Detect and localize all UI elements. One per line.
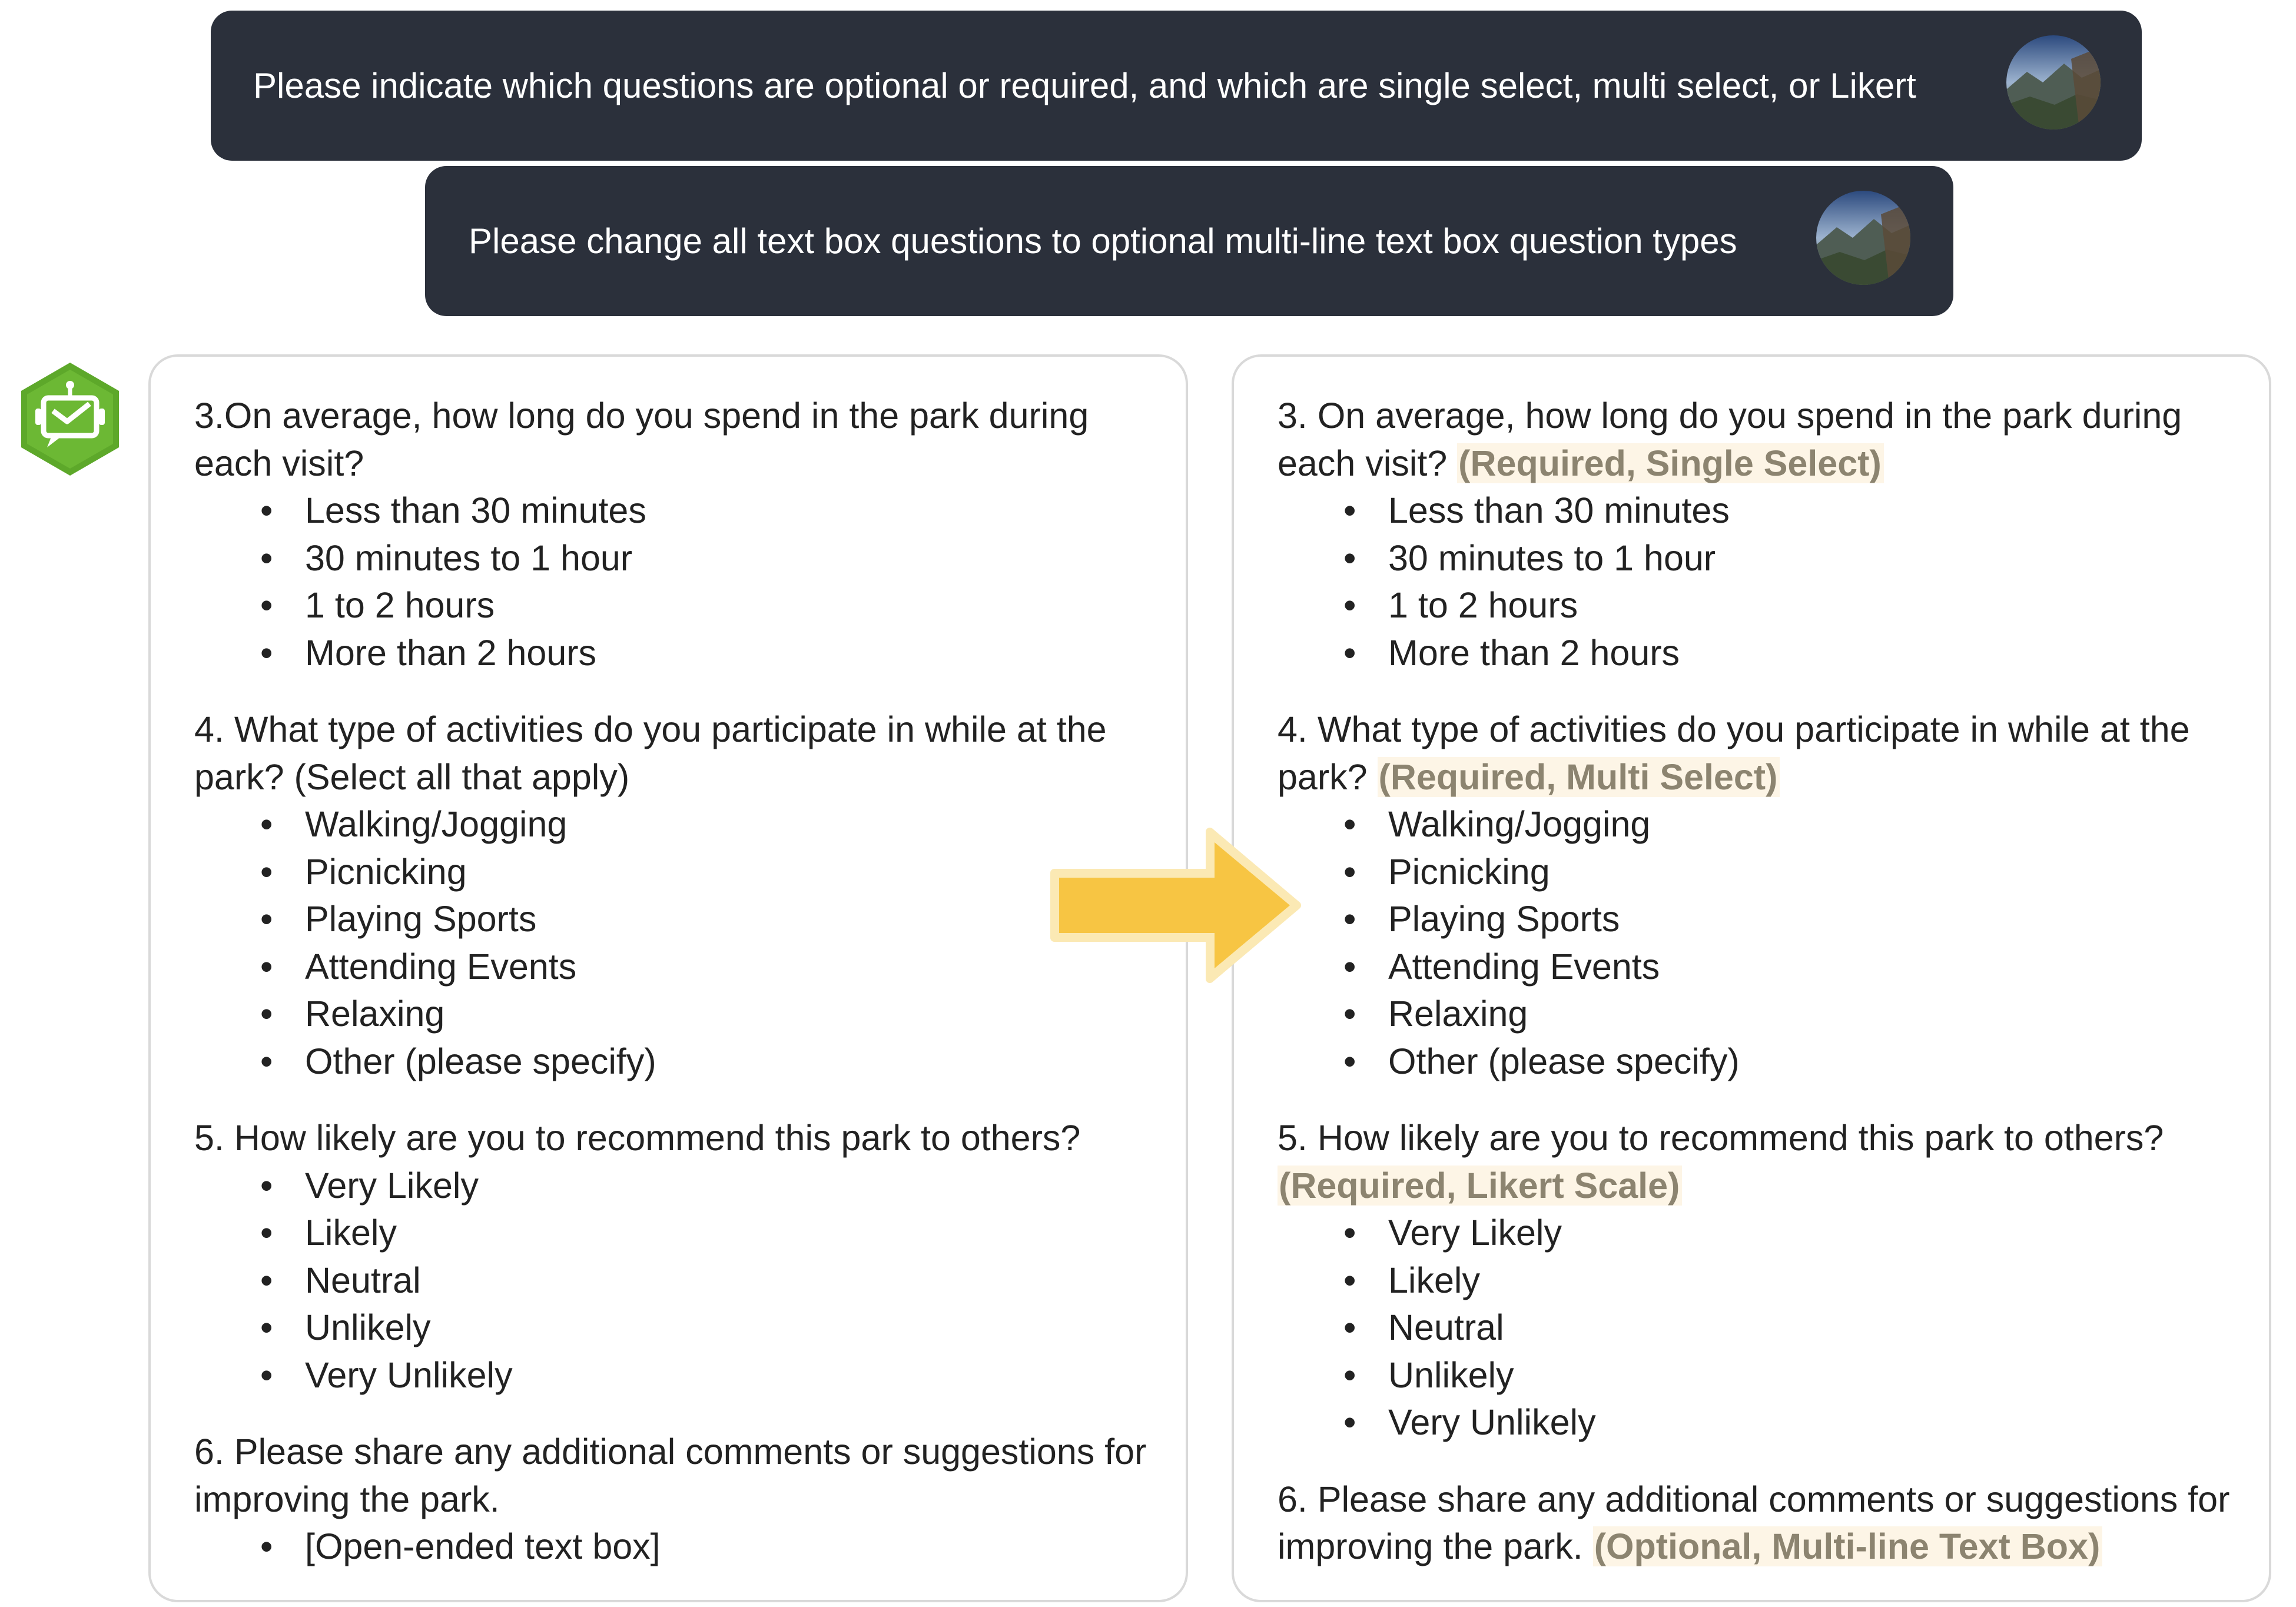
question-type-tag: (Required, Single Select): [1457, 443, 1884, 483]
annotated-survey-panel: [1232, 354, 2271, 1602]
option-item: • Less than 30 minutes: [194, 487, 1150, 534]
question-4: [194, 706, 1150, 1085]
question-3: [1278, 392, 2234, 676]
option-item: • [Open-ended text box]: [194, 1523, 1150, 1571]
bot-chat-icon: [18, 360, 122, 478]
question-text-body: 6. Please share any additional comments or suggestions for improving the park.: [1278, 1479, 2230, 1566]
question-text: [1278, 706, 2234, 801]
question-6: [1278, 1476, 2234, 1571]
option-item: • Other (please specify): [1278, 1038, 2234, 1085]
user-message-text: Please change all text box questions to optional multi-line text box question types: [469, 221, 1737, 261]
question-6: [194, 1428, 1150, 1571]
question-text: 3.On average, how long do you spend in the park during each visit?: [194, 396, 1089, 483]
option-item: • Attending Events: [1278, 943, 2234, 991]
option-item: • Likely: [194, 1209, 1150, 1257]
question-text-body: 3. On average, how long do you spend in the park during each visit?: [1278, 396, 2182, 483]
question-type-tag: (Optional, Multi-line Text Box): [1593, 1526, 2103, 1566]
option-item: • Relaxing: [1278, 990, 2234, 1038]
option-item: • Unlikely: [194, 1304, 1150, 1352]
option-item: • Neutral: [194, 1257, 1150, 1304]
user-message-1: [211, 11, 2142, 161]
option-item: • Other (please specify): [194, 1038, 1150, 1085]
question-text: [1278, 1476, 2234, 1571]
option-item: • Attending Events: [194, 943, 1150, 991]
option-item: • More than 2 hours: [194, 629, 1150, 677]
option-item: • 1 to 2 hours: [194, 582, 1150, 629]
question-text: [1278, 1114, 2234, 1209]
option-item: • Playing Sports: [194, 895, 1150, 943]
question-text: 6. Please share any additional comments or suggestions for improving the park.: [194, 1432, 1147, 1519]
option-item: • Picnicking: [194, 848, 1150, 896]
question-4: [1278, 706, 2234, 1085]
question-text: 5. How likely are you to recommend this park to others?: [194, 1118, 1081, 1158]
question-3: [194, 392, 1150, 676]
option-item: • 30 minutes to 1 hour: [194, 534, 1150, 582]
question-text: 4. What type of activities do you participate in while at the park? (Select all that apply): [194, 709, 1107, 797]
option-item: • Playing Sports: [1278, 895, 2234, 943]
user-message-text: Please indicate which questions are optional or required, and which are single select, multi select, or Likert: [253, 65, 1916, 105]
option-item: • Less than 30 minutes: [1278, 487, 2234, 534]
option-item: • Very Likely: [1278, 1209, 2234, 1257]
option-item: • Likely: [1278, 1257, 2234, 1304]
user-avatar-icon: [1816, 191, 1910, 285]
right-arrow-icon: [1050, 827, 1303, 984]
question-5: [194, 1114, 1150, 1399]
question-type-tag: (Required, Likert Scale): [1278, 1166, 1682, 1206]
question-text-body: 5. How likely are you to recommend this park to others?: [1278, 1118, 2164, 1158]
option-item: • Walking/Jogging: [194, 801, 1150, 848]
question-type-tag: (Required, Multi Select): [1378, 757, 1780, 797]
question-5: [1278, 1114, 2234, 1446]
option-item: • 1 to 2 hours: [1278, 582, 2234, 629]
option-item: • Very Unlikely: [1278, 1399, 2234, 1446]
user-avatar-icon: [2006, 35, 2101, 130]
original-survey-panel: [148, 354, 1188, 1602]
option-item: • Picnicking: [1278, 848, 2234, 896]
option-item: • Unlikely: [1278, 1352, 2234, 1399]
option-item: • Neutral: [1278, 1304, 2234, 1352]
option-item: • Very Unlikely: [194, 1352, 1150, 1399]
user-message-2: [425, 166, 1953, 316]
option-item: • More than 2 hours: [1278, 629, 2234, 677]
question-text-body: 4. What type of activities do you participate in while at the park?: [1278, 709, 2190, 797]
option-item: • Walking/Jogging: [1278, 801, 2234, 848]
option-item: • Very Likely: [194, 1162, 1150, 1210]
option-item: • Relaxing: [194, 990, 1150, 1038]
option-item: • 30 minutes to 1 hour: [1278, 534, 2234, 582]
question-text: [1278, 392, 2234, 487]
